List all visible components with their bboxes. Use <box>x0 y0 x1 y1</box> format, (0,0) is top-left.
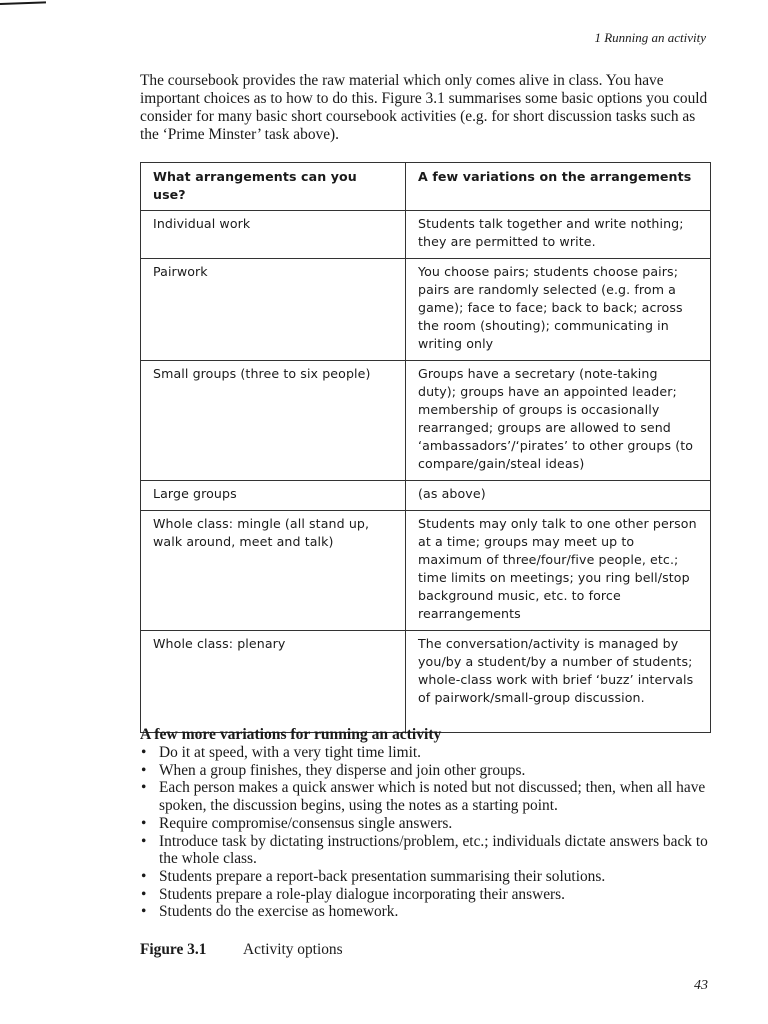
variations-cell: Groups have a secretary (note-taking duty); groups have an appointed leader; membership of groups is occasionally rearranged; groups are allowed to send ‘ambassadors’/‘pirates’ to other groups (to compare/gain/steal ideas) <box>406 361 711 481</box>
list-item <box>140 815 715 833</box>
arrangement-cell: Large groups <box>141 481 406 511</box>
arrangement-cell: Whole class: plenary <box>141 631 406 733</box>
bullet-icon: • <box>141 867 147 885</box>
list-item-text: Require compromise/consensus single answers. <box>159 814 453 832</box>
list-item <box>140 744 715 762</box>
arrangement-cell: Individual work <box>141 211 406 259</box>
page-corner-mark <box>0 1 46 5</box>
running-header: 1 Running an activity <box>594 30 706 45</box>
activity-options-table <box>140 162 711 733</box>
bullet-icon: • <box>141 814 147 832</box>
bullet-icon: • <box>141 832 147 850</box>
arrangement-cell: Whole class: mingle (all stand up, walk around, meet and talk) <box>141 511 406 631</box>
variations-cell: Students talk together and write nothing; they are permitted to write. <box>406 211 711 259</box>
table-row <box>141 511 711 631</box>
variations-cell: The conversation/activity is managed by you/by a student/by a number of students; whole-class work with brief ‘buzz’ intervals of pairwork/small-group discussion. <box>406 631 711 733</box>
list-item-text: Students do the exercise as homework. <box>159 903 399 921</box>
list-item <box>140 903 715 921</box>
list-item-text: When a group finishes, they disperse and join other groups. <box>159 761 526 779</box>
more-variations-heading: A few more variations for running an activity <box>140 726 442 743</box>
page-number: 43 <box>694 978 708 993</box>
column-header-variations: A few variations on the arrangements <box>406 163 711 211</box>
table-row <box>141 259 711 361</box>
bullet-icon: • <box>141 779 147 797</box>
bullet-icon: • <box>141 744 147 761</box>
bullet-icon: • <box>141 885 147 903</box>
figure-label: Figure 3.1 <box>140 941 207 958</box>
list-item <box>140 833 715 868</box>
intro-paragraph: The coursebook provides the raw material which only comes alive in class. You have important choices as to how to do this. Figure 3.1 summarises some basic options you could consider for many basic short coursebook activities (e.g. for short discussion tasks such as the ‘Prime Minster’ task above). <box>140 72 708 143</box>
figure-title: Activity options <box>243 941 343 958</box>
list-item-text: Do it at speed, with a very tight time limit. <box>159 744 422 761</box>
list-item-text: Each person makes a quick answer which is noted but not discussed; then, when all have spoken, the discussion begins, using the notes as a starting point. <box>159 779 706 815</box>
list-item-text: Introduce task by dictating instructions/problem, etc.; individuals dictate answers back to the whole class. <box>159 832 708 868</box>
more-variations-list <box>140 744 715 921</box>
arrangement-cell: Small groups (three to six people) <box>141 361 406 481</box>
table-row <box>141 211 711 259</box>
list-item <box>140 762 715 780</box>
list-item <box>140 779 715 814</box>
bullet-icon: • <box>141 761 147 779</box>
table-header-row <box>141 163 711 211</box>
list-item <box>140 886 715 904</box>
table-row <box>141 481 711 511</box>
list-item-text: Students prepare a role-play dialogue incorporating their answers. <box>159 885 566 903</box>
variations-cell: You choose pairs; students choose pairs; pairs are randomly selected (e.g. from a game); face to face; back to back; across the room (shouting); communicating in writing only <box>406 259 711 361</box>
figure-caption <box>140 941 343 959</box>
table-row <box>141 361 711 481</box>
table-row <box>141 631 711 733</box>
bullet-icon: • <box>141 903 147 921</box>
variations-cell: Students may only talk to one other person at a time; groups may meet up to maximum of three/four/five people, etc.; time limits on meetings; you ring bell/stop background music, etc. to force rearrangements <box>406 511 711 631</box>
column-header-arrangements: What arrangements can you use? <box>141 163 406 211</box>
list-item <box>140 868 715 886</box>
arrangement-cell: Pairwork <box>141 259 406 361</box>
list-item-text: Students prepare a report-back presentation summarising their solutions. <box>159 867 606 885</box>
variations-cell: (as above) <box>406 481 711 511</box>
